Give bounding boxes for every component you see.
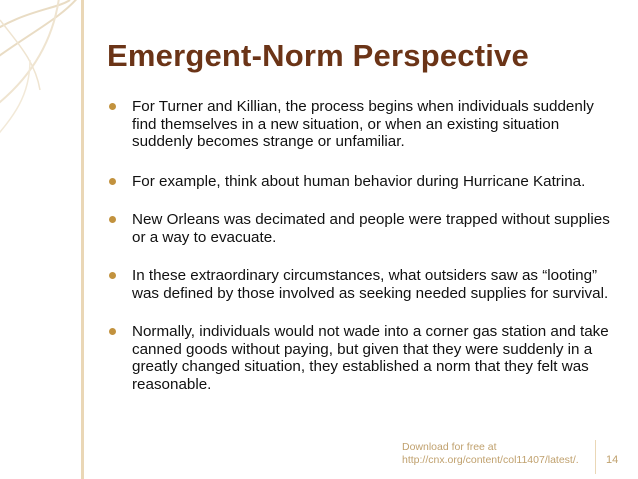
left-divider-line <box>81 0 84 479</box>
slide-title: Emergent-Norm Perspective <box>107 38 529 73</box>
bullet-dot-icon <box>109 272 116 279</box>
bullet-text: For Turner and Killian, the process begins when individuals suddenly find themselves in a new situation, or when an existing situation suddenly becomes strange or unfamiliar. <box>132 98 594 150</box>
bullet-item <box>108 267 620 302</box>
bullet-item <box>108 211 620 246</box>
bullet-dot-icon <box>109 216 116 223</box>
bullet-item <box>108 323 620 393</box>
bullet-text: For example, think about human behavior during Hurricane Katrina. <box>132 172 586 190</box>
footer-source <box>402 441 592 467</box>
bullet-text: Normally, individuals would not wade into a corner gas station and take canned goods without paying, but given that they were suddenly in a greatly changed situation, they established a norm that they felt was reasonable. <box>132 323 609 393</box>
bullet-text: In these extraordinary circumstances, what outsiders saw as “looting” was defined by those involved as seeking needed supplies for survival. <box>132 267 609 302</box>
decorative-swirl <box>0 0 90 479</box>
bullet-dot-icon <box>109 178 116 185</box>
footer-url-link[interactable]: http://cnx.org/content/col11407/latest/. <box>402 454 579 466</box>
bullet-dot-icon <box>109 328 116 335</box>
footer-divider <box>595 440 596 474</box>
footer-download-text: Download for free at <box>402 441 497 453</box>
bullet-list <box>108 98 620 393</box>
bullet-item <box>108 98 620 151</box>
bullet-item <box>108 173 620 191</box>
slide-number: 14 <box>606 454 619 466</box>
bullet-dot-icon <box>109 103 116 110</box>
bullet-text: New Orleans was decimated and people were trapped without supplies or a way to evacuate. <box>132 211 610 246</box>
